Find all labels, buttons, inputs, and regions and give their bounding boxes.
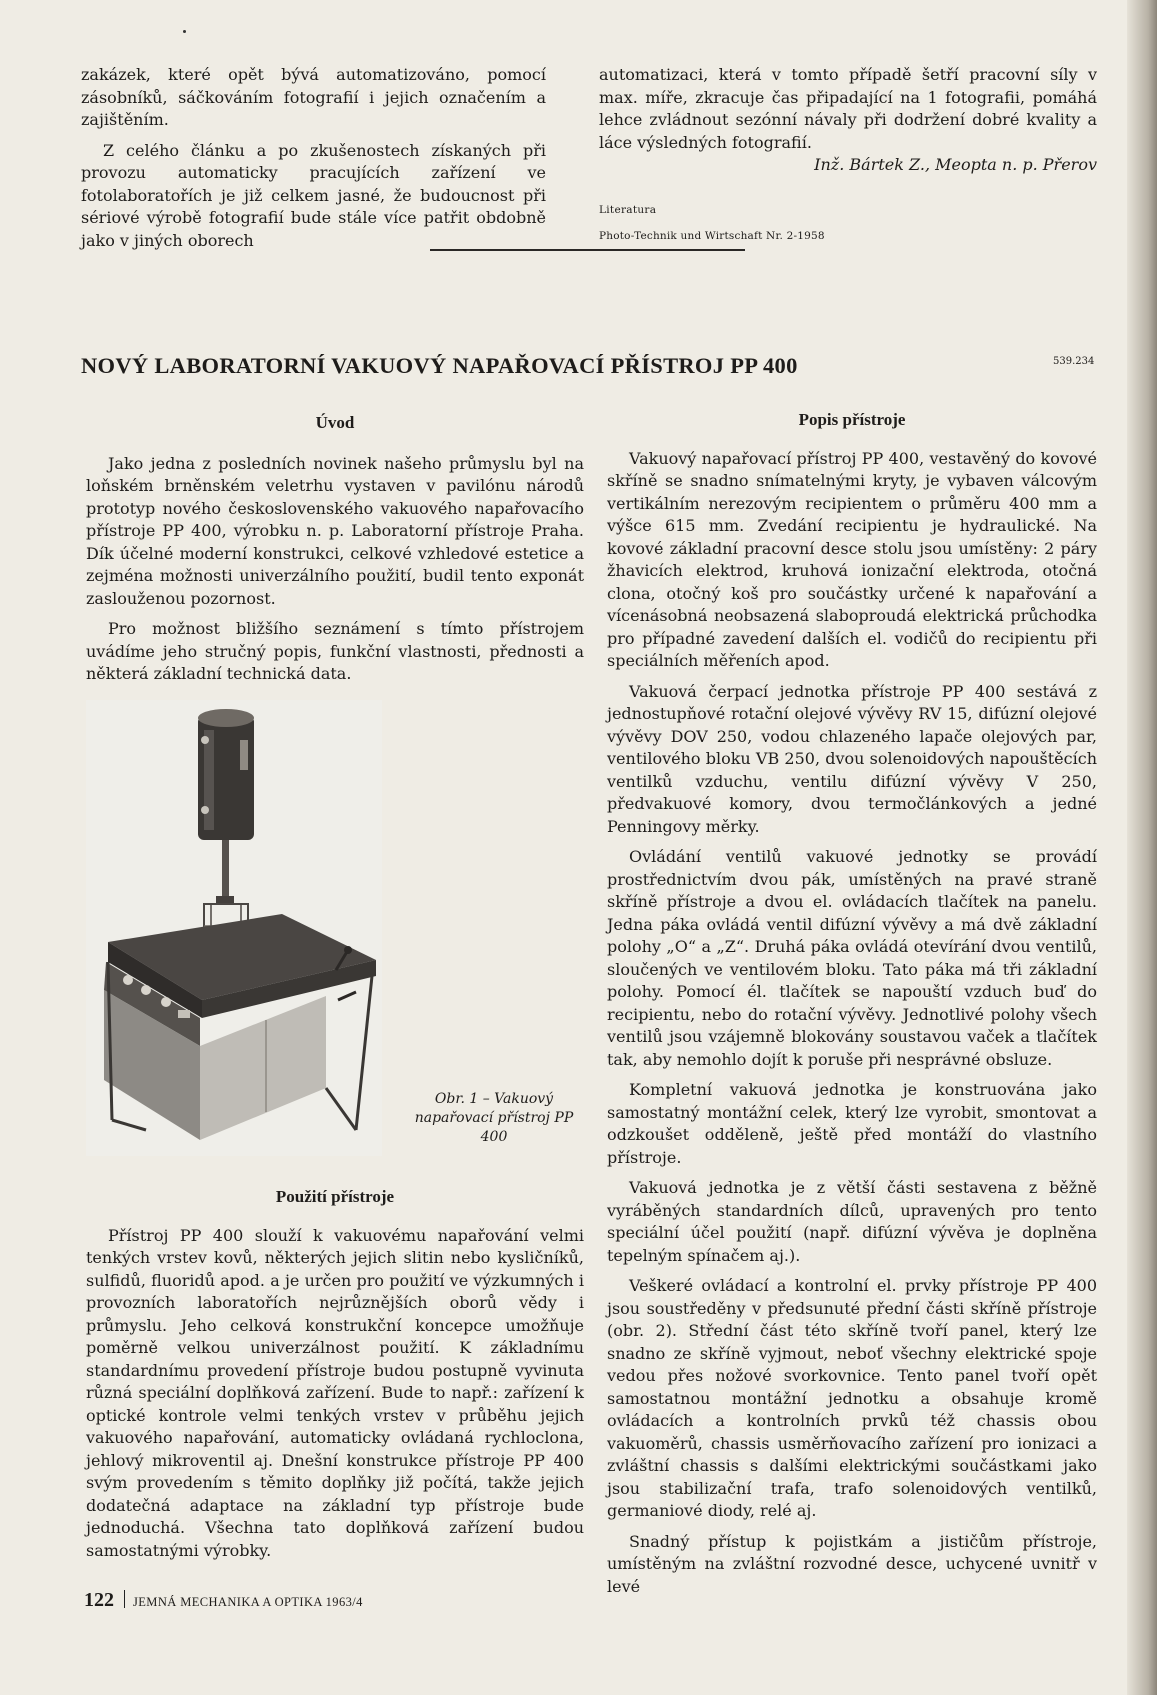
section-divider [430, 249, 745, 251]
paragraph: Jako jedna z posledních novinek našeho průmyslu byl na loňském brněnském veletrhu vystaven v pavilónu národů prototyp nového československého vakuového napařovacího přístroje PP 400, výrobku n. p. Laboratorní přístroje Praha. Dík účelné moderní konstrukci, celkové vzhledové estetice a zejména možnosti univerzálního použití, budil tento exponát zaslouženou pozornost. [86, 453, 584, 608]
article-title: NOVÝ LABORATORNÍ VAKUOVÝ NAPAŘOVACÍ PŘÍSTROJ PP 400 [81, 353, 798, 378]
paragraph: Veškeré ovládací a kontrolní el. prvky přístroje PP 400 jsou soustředěny v předsunuté přední části skříně přístroje (obr. 2). Střední část této skříně tvoří panel, který lze snadno ze skříně vyjmout, neboť všechny elektrické spoje vedou přes nožové svorkovnice. Tento panel tvoří opět samostatnou montážní jednotku a obsahuje kromě ovládacích a kontrolních prvků též chassis obou vakuoměrů, chassis usměrňovacího zařízení pro ionizaci a zvláštní chassis s dalšími elektrickými součástkami jako jsou stabilizační trafa, trafo solenoidových ventilků, germaniové diody, relé aj. [607, 1276, 1097, 1520]
section-heading: Úvod [315, 413, 355, 432]
paragraph: zakázek, které opět bývá automatizováno, pomocí zásobníků, sáčkováním fotografií i jejich označením a zajištěním. [81, 65, 546, 129]
figure-photo [86, 700, 382, 1156]
paragraph: Kompletní vakuová jednotka je konstruována jako samostatný montážní celek, který lze vyrobit, smontovat a odzkoušet odděleně, ještě před montáží do vlastního přístroje. [607, 1080, 1097, 1167]
description-section [607, 409, 1097, 1598]
page-edge-shadow [1127, 0, 1157, 1695]
top-left-continuation [81, 64, 546, 252]
paragraph: Snadný přístup k pojistkám a jističům přístroje, umístěným na zvláštní rozvodné desce, uchycené uvnitř v levé [607, 1531, 1097, 1596]
intro-section [86, 412, 584, 686]
literature-heading: Literatura [599, 203, 657, 216]
paragraph: Vakuový napařovací přístroj PP 400, vestavěný do kovové skříně se snadno snímatelnými kryty, je vybaven válcovým vertikálním nerezovým recipientem o průměru 400 mm a výšce 615 mm. Zvedání recipientu je hydraulické. Na kovové základní pracovní desce stolu jsou umístěny: 2 páry žhavicích elektrod, kruhová ionizační elektroda, otočná clona, otočný koš pro součástky určené k napařování a vícenásobná neobsazená slaboproudá elektrická průchodka pro případné zavedení dalších el. vodičů do recipientu při speciálních měřeních apod. [607, 448, 1097, 670]
use-section [86, 1186, 584, 1562]
page-number: 122 [84, 1589, 114, 1611]
print-speck [183, 30, 186, 33]
figure-caption: Obr. 1 – Vakuový napařovací přístroj PP 400 [414, 1091, 574, 1145]
literature-item: Photo-Technik und Wirtschaft Nr. 2-1958 [599, 230, 825, 242]
paragraph: Vakuová jednotka je z větší části sestavena z běžně vyráběných standardních dílců, upravených pro tento speciální účel použití (např. difúzní vývěva je doplněna tepelným spínačem aj.). [607, 1178, 1097, 1265]
footer-separator [124, 1590, 125, 1608]
journal-name: JEMNÁ MECHANIKA A OPTIKA 1963/4 [133, 1595, 363, 1609]
paragraph: automatizaci, která v tomto případě šetří pracovní síly v max. míře, zkracuje čas připadající na 1 fotografii, pomáhá lehce zvládnout sezónní návaly při dodržení dobré kvality a láce výsledných fotografií. [599, 65, 1097, 152]
paragraph: Vakuová čerpací jednotka přístroje PP 400 sestává z jednostupňové rotační olejové vývěvy RV 15, difúzní olejové vývěvy DOV 250, vodou chlazeného lapače olejových par, ventilového bloku VB 250, dvou solenoidových napouštěcích ventilků vzduchu, ventilu difúzní vývěvy V 250, předvakuové komory, dvou termočlánkových a jedné Penningovy měrky. [607, 681, 1097, 836]
author-signature: Inž. Bártek Z., Meopta n. p. Přerov [814, 155, 1097, 174]
paragraph: Pro možnost bližšího seznámení s tímto přístrojem uvádíme jeho stručný popis, funkční vlastnosti, přednosti a některá základní technická data. [86, 619, 584, 683]
paragraph: Ovládání ventilů vakuové jednotky se provádí prostřednictvím dvou pák, umístěných na pravé straně skříně přístroje a dvou el. ovládacích tlačítek na panelu. Jedna páka ovládá ventil difúzní vývěvy a má dvě základní polohy „O“ a „Z“. Druhá páka ovládá otevírání dvou ventilů, sloučených ve ventilovém bloku. Tato páka má tři základní polohy. Pomocí él. tlačítek se napouští vzduch buď do recipientu, nebo do rotační vývěvy. Jednotlivé polohy všech ventilů jsou vzájemně blokovány soustavou vaček a tlačítek tak, aby nemohlo dojít k poruše při nesprávné obsluze. [607, 847, 1097, 1069]
udc-code: 539.234 [1053, 356, 1095, 367]
section-heading: Popis přístroje [798, 410, 906, 429]
vacuum-apparatus-illustration [86, 700, 382, 1156]
paragraph: Z celého článku a po zkušenostech získaných při provozu automaticky pracujících zařízení ve fotolaboratořích je již celkem jasné, že budoucnost při sériové výrobě fotografií bude stále více patřit obdobně jako v jiných oborech [81, 140, 546, 250]
section-heading: Použití přístroje [275, 1187, 395, 1206]
top-right-continuation [599, 64, 1097, 248]
paragraph: Přístroj PP 400 slouží k vakuovému napařování velmi tenkých vrstev kovů, některých jejich slitin nebo kysličníků, sulfidů, fluoridů apod. a je určen pro použití ve výzkumných i provozních laboratořích nejrůznějších oborů vědy i průmyslu. Jeho celková konstrukční koncepce umožňuje poměrně velkou univerzálnost použití. K základnímu standardnímu provedení přístroje budou postupně vyvinuta různá speciální doplňková zařízení. Bude to např.: zařízení k optické kontrole velmi tenkých vrstev v průběhu jejich vakuového napařování, automaticky ovládaná rychloclona, jehlový mikroventil aj. Dnešní konstrukce přístroje PP 400 svým provedením s těmito doplňky již počítá, takže jejich dodatečná adaptace na základní typ přístroje bude jednoduchá. Všechna tato doplňková zařízení budou samostatnými výrobky. [86, 1225, 584, 1560]
page-footer [84, 1589, 363, 1612]
